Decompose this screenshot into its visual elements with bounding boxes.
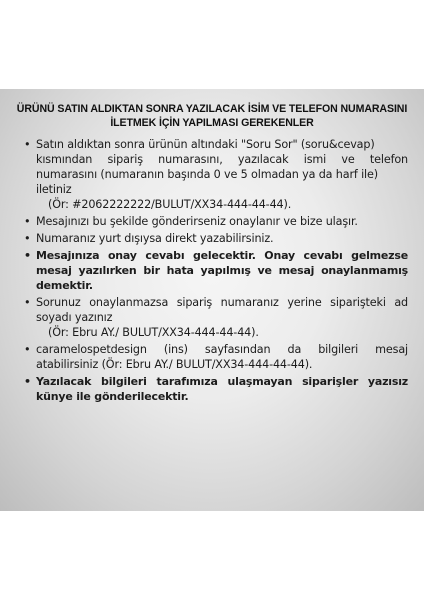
page-title <box>10 102 414 130</box>
item-text-line: (Ör: Ebru AY./ BULUT/XX34-444-44-44). <box>48 326 259 339</box>
item-text-line: iletiniz <box>36 183 72 196</box>
item-text-line: numarasını (numaranın başında 0 ve 5 olmadan ya da harf ile) <box>36 168 378 181</box>
bullet-icon: • <box>24 215 31 228</box>
item-text-line: Sorunuz onaylanmazsa sipariş numaranız yerine siparişteki ad <box>36 296 408 309</box>
list-item <box>24 214 408 229</box>
item-text-line: kısmından sipariş numarasını, yazılacak ismi ve telefon <box>36 153 408 166</box>
bullet-icon: • <box>24 232 31 245</box>
list-item <box>24 374 408 404</box>
item-text-line: (Ör: #2062222222/BULUT/XX34-444-44-44). <box>48 198 292 211</box>
item-text-line: Numaranız yurt dışıysa direkt yazabilirsiniz. <box>36 232 274 245</box>
item-text-line: Mesajınızı bu şekilde gönderirseniz onaylanır ve bize ulaşır. <box>36 215 358 228</box>
title-line-2: İLETMEK İÇİN YAPILMASI GEREKENLER <box>110 117 314 129</box>
item-text-line: Yazılacak bilgileri tarafımıza ulaşmayan siparişler yazısız <box>36 375 408 388</box>
list-item <box>24 137 408 212</box>
bullet-icon: • <box>24 375 31 388</box>
list-item <box>24 231 408 246</box>
item-text-line: demektir. <box>36 279 93 292</box>
bullet-icon: • <box>24 249 31 262</box>
item-text-line: atabilirsiniz (Ör: Ebru AY./ BULUT/XX34-444-44-44). <box>36 358 313 371</box>
bullet-icon: • <box>24 138 31 151</box>
list-item <box>24 295 408 340</box>
item-text-line: künye ile gönderilecektir. <box>36 390 189 403</box>
item-text-line: Mesajınıza onay cevabı gelecektir. Onay cevabı gelmezse <box>36 249 408 262</box>
list-item <box>24 248 408 293</box>
item-text-line: Satın aldıktan sonra ürünün altındaki "Soru Sor" (soru&cevap) <box>36 138 375 151</box>
instructions-list <box>24 137 408 406</box>
bullet-icon: • <box>24 296 31 309</box>
list-item <box>24 342 408 372</box>
title-line-1: ÜRÜNÜ SATIN ALDIKTAN SONRA YAZILACAK İSİM VE TELEFON NUMARASINI <box>16 103 408 115</box>
item-text-line: soyadı yazınız <box>36 311 113 324</box>
item-text-line: mesaj yazılırken bir hata yapılmış ve mesaj onaylanmamış <box>36 264 408 277</box>
item-text-line: caramelospetdesign (ins) sayfasından da bilgileri mesaj <box>36 343 408 356</box>
bullet-icon: • <box>24 343 31 356</box>
